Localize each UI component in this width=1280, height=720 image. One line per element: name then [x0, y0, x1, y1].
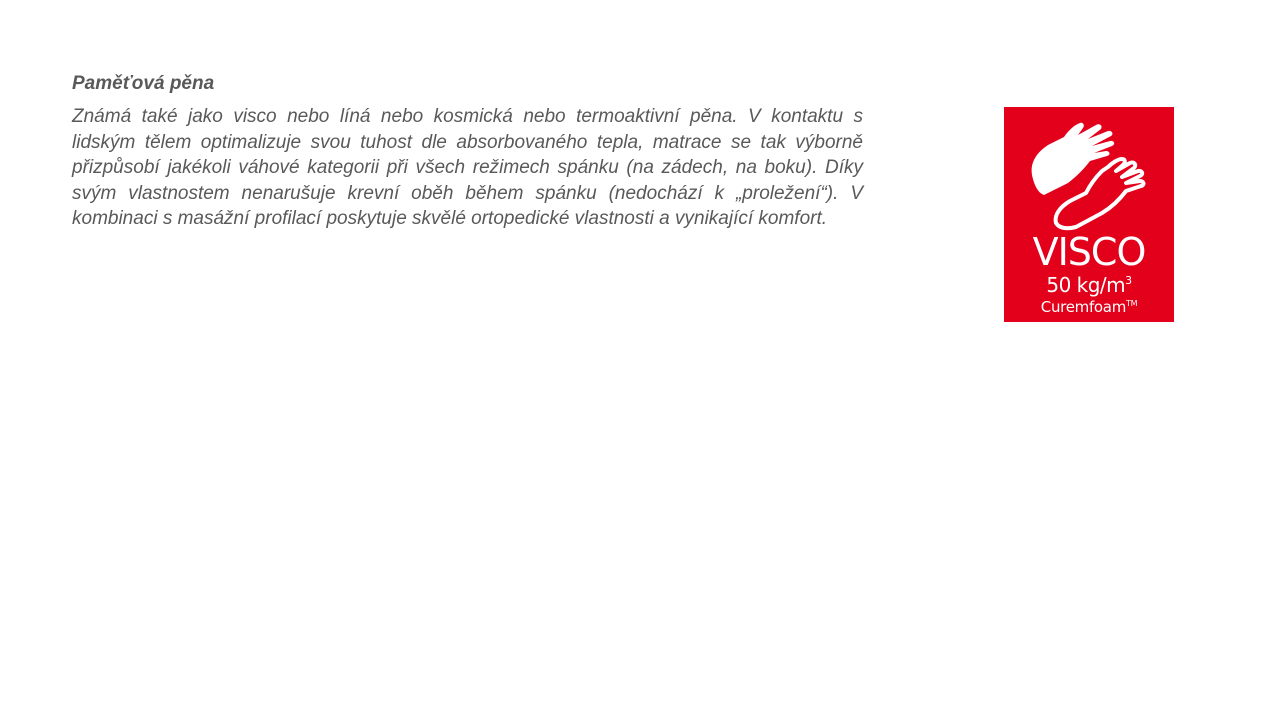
hands-icon: [1026, 115, 1156, 237]
badge-brand-trademark: TM: [1126, 299, 1138, 308]
visco-badge: [1004, 107, 1174, 322]
badge-brand: [1004, 295, 1174, 316]
section-heading: Paměťová pěna: [72, 73, 215, 94]
badge-brand-name: Curemfoam: [1040, 298, 1127, 316]
badge-title: VISCO: [1032, 230, 1146, 274]
badge-density-value: 50 kg/m: [1046, 273, 1126, 297]
description-paragraph: Známá také jako visco nebo líná nebo kosmická nebo termoaktivní pěna. V kontaktu s lidským tělem optimalizuje svou tuhost dle absorbovaného tepla, matrace se tak výborně přizpůsobí jakékoli váhové kategorii při všech režimech spánku (na zádech, na boku). Díky svým vlastnostem nenarušuje krevní oběh během spánku (nedochází k „proležení“). V kombinaci s masážní profilací poskytuje skvělé ortopedické vlastnosti a vynikající komfort.: [72, 106, 863, 230]
badge-density-superscript: 3: [1125, 274, 1132, 287]
badge-density: [1004, 269, 1174, 297]
